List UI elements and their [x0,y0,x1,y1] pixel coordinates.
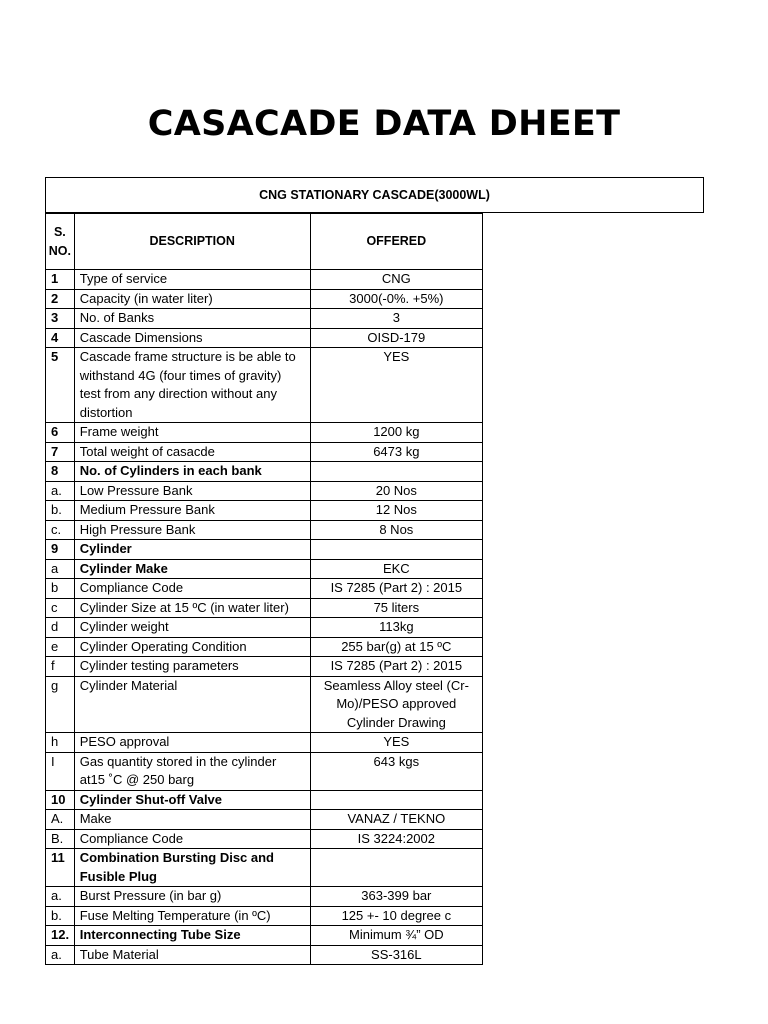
row-sno: a. [46,945,75,965]
table-row [46,423,483,443]
header-offered: OFFERED [310,214,482,270]
table-row [46,348,483,423]
table-row [46,926,483,946]
row-sno: I [46,752,75,790]
row-description: Type of service [74,270,310,290]
row-description: Combination Bursting Disc and Fusible Plug [74,849,310,887]
table-row [46,733,483,753]
row-offered: 12 Nos [310,501,482,521]
row-offered: VANAZ / TEKNO [310,810,482,830]
table-row [46,520,483,540]
row-description: Cascade frame structure is be able to withstand 4G (four times of gravity) test from any direction without any distortion [74,348,310,423]
row-description: Compliance Code [74,829,310,849]
row-sno: 5 [46,348,75,423]
row-description: Make [74,810,310,830]
row-sno: A. [46,810,75,830]
table-row [46,501,483,521]
table-row [46,945,483,965]
row-offered: SS-316L [310,945,482,965]
row-offered: 255 bar(g) at 15 ºC [310,637,482,657]
table-row [46,481,483,501]
row-description: Total weight of casacde [74,442,310,462]
table-row [46,309,483,329]
table-row [46,289,483,309]
header-sno: S. NO. [46,214,75,270]
table-banner: CNG STATIONARY CASCADE(3000WL) [45,177,704,213]
table-row [46,540,483,560]
row-sno: 9 [46,540,75,560]
row-sno: B. [46,829,75,849]
row-description: Cylinder weight [74,618,310,638]
row-description: Cylinder [74,540,310,560]
table-row [46,887,483,907]
table-row [46,849,483,887]
row-description: Interconnecting Tube Size [74,926,310,946]
table-row [46,676,483,733]
row-description: Frame weight [74,423,310,443]
row-offered [310,849,482,887]
row-sno: 3 [46,309,75,329]
row-offered: CNG [310,270,482,290]
table-row [46,810,483,830]
row-description: Gas quantity stored in the cylinder at15 ˚C @ 250 barg [74,752,310,790]
data-sheet-table [45,213,483,965]
row-offered: 20 Nos [310,481,482,501]
table-row [46,442,483,462]
row-sno: f [46,657,75,677]
row-offered [310,462,482,482]
row-description: Tube Material [74,945,310,965]
row-description: No. of Cylinders in each bank [74,462,310,482]
table-row [46,657,483,677]
row-sno: g [46,676,75,733]
page-title: CASACADE DATA DHEET [147,104,621,144]
header-description: DESCRIPTION [74,214,310,270]
row-offered [310,540,482,560]
row-offered: 125 +- 10 degree c [310,906,482,926]
row-sno: e [46,637,75,657]
row-offered: YES [310,348,482,423]
row-description: High Pressure Bank [74,520,310,540]
row-sno: 1 [46,270,75,290]
row-offered: 3000(-0%. +5%) [310,289,482,309]
table-row [46,790,483,810]
row-offered: 1200 kg [310,423,482,443]
row-offered: EKC [310,559,482,579]
table-row [46,906,483,926]
row-offered: 3 [310,309,482,329]
row-sno: 4 [46,328,75,348]
row-sno: a [46,559,75,579]
row-offered: 113kg [310,618,482,638]
table-row [46,637,483,657]
row-description: Medium Pressure Bank [74,501,310,521]
row-description: No. of Banks [74,309,310,329]
row-sno: b. [46,501,75,521]
row-description: Cylinder Material [74,676,310,733]
table-row [46,829,483,849]
row-description: Capacity (in water liter) [74,289,310,309]
row-description: Cascade Dimensions [74,328,310,348]
row-description: Cylinder Shut-off Valve [74,790,310,810]
row-sno: d [46,618,75,638]
table-row [46,579,483,599]
row-offered: IS 7285 (Part 2) : 2015 [310,579,482,599]
row-offered: 6473 kg [310,442,482,462]
row-offered: Minimum ¾” OD [310,926,482,946]
row-description: PESO approval [74,733,310,753]
row-sno: 8 [46,462,75,482]
row-offered [310,790,482,810]
row-offered: IS 3224:2002 [310,829,482,849]
table-row [46,270,483,290]
row-description: Burst Pressure (in bar g) [74,887,310,907]
row-sno: a. [46,481,75,501]
row-sno: 6 [46,423,75,443]
table-row [46,559,483,579]
row-sno: b [46,579,75,599]
row-offered: YES [310,733,482,753]
table-row [46,328,483,348]
row-description: Fuse Melting Temperature (in ºC) [74,906,310,926]
row-sno: h [46,733,75,753]
table-row [46,598,483,618]
row-sno: 10 [46,790,75,810]
row-sno: a. [46,887,75,907]
row-description: Cylinder Operating Condition [74,637,310,657]
row-offered: 363-399 bar [310,887,482,907]
table-row [46,462,483,482]
row-sno: c. [46,520,75,540]
row-offered: 75 liters [310,598,482,618]
row-offered: 8 Nos [310,520,482,540]
row-description: Cylinder Make [74,559,310,579]
row-description: Low Pressure Bank [74,481,310,501]
table-header-row [46,214,483,270]
row-sno: 7 [46,442,75,462]
row-sno: 11 [46,849,75,887]
row-offered: OISD-179 [310,328,482,348]
row-sno: 2 [46,289,75,309]
table-row [46,618,483,638]
row-offered: 643 kgs [310,752,482,790]
row-sno: 12. [46,926,75,946]
row-offered: IS 7285 (Part 2) : 2015 [310,657,482,677]
row-description: Cylinder testing parameters [74,657,310,677]
row-offered: Seamless Alloy steel (Cr-Mo)/PESO approved Cylinder Drawing [310,676,482,733]
row-description: Compliance Code [74,579,310,599]
row-sno: c [46,598,75,618]
row-description: Cylinder Size at 15 ºC (in water liter) [74,598,310,618]
table-row [46,752,483,790]
row-sno: b. [46,906,75,926]
